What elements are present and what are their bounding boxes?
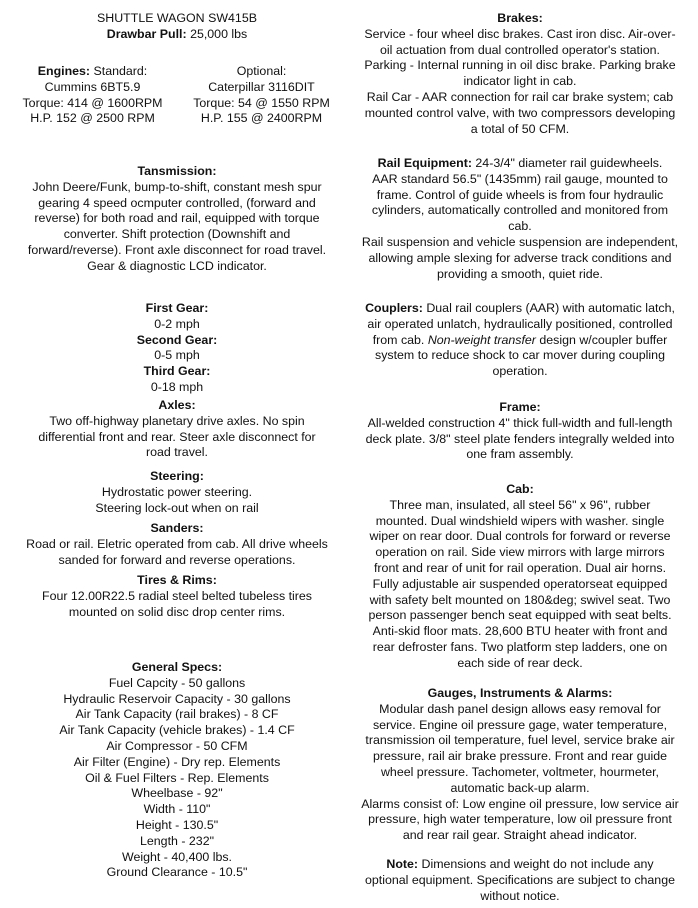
second-gear-label: Second Gear:: [136, 332, 218, 347]
sanders-line: sanded for forward and reverse operations.: [58, 552, 296, 567]
brakes-line: oil actuation from dual controlled operator's station.: [380, 42, 660, 57]
gauges-line: automatic back-up alarm.: [450, 780, 590, 795]
cab-line: front and rear of unit for rail operation. Dual air horns.: [373, 560, 667, 575]
engines-grid: [8, 64, 346, 127]
couplers-line: air operated unlatch, hydraulically positioned, controlled: [367, 316, 673, 331]
general-spec-item: Oil & Fuel Filters - Rep. Elements: [85, 770, 269, 785]
gauges-line: Modular dash panel design allows easy removal for: [379, 701, 661, 716]
transmission-line: reverse) for both road and rail, equipped with torque: [34, 211, 320, 226]
brakes-line: indicator light in cab.: [463, 74, 577, 89]
first-gear-value: 0-2 mph: [154, 316, 200, 331]
transmission-line: John Deere/Funk, bump-to-shift, constant mesh spur: [32, 179, 322, 194]
transmission-line: converter. Shift protection (Downshift and: [63, 227, 291, 242]
rail-equipment-line: cylinders, automatically controlled and monitored from: [371, 203, 669, 218]
general-spec-item: Air Compressor - 50 CFM: [106, 738, 248, 753]
cab-line: operation on rail. Side view mirrors with large mirrors: [375, 545, 665, 560]
drawbar-value: 25,000 lbs: [186, 26, 248, 41]
couplers-line: operation.: [492, 364, 548, 379]
frame-section: [352, 400, 688, 463]
general-spec-item: Weight - 40,400 lbs.: [122, 849, 232, 864]
note-label: Note:: [386, 857, 419, 871]
first-gear-label: First Gear:: [145, 301, 209, 315]
gauges-section: [352, 686, 688, 844]
brakes-section: [352, 11, 688, 137]
couplers-text: Dual rail couplers (AAR) with automatic latch,: [422, 301, 675, 315]
engine-standard: [8, 64, 177, 127]
engine-optional: [177, 64, 346, 127]
engine-standard-hp: H.P. 152 @ 2500 RPM: [30, 111, 155, 126]
tires-heading: Tires & Rims:: [137, 573, 217, 587]
note-text: Dimensions and weight do not include any: [418, 857, 654, 871]
cab-line: with safety belt mounted on 180&deg; swivel seat. Two: [369, 592, 671, 607]
rail-equipment-line: frame. Control of guide wheels is from four hydraulic: [376, 187, 664, 202]
rail-equipment-section: [352, 156, 688, 282]
steering-line: Steering lock-out when on rail: [95, 500, 259, 515]
rail-equipment-first-line: [352, 156, 688, 172]
engine-optional-model: Caterpillar 3116DIT: [208, 79, 315, 94]
frame-line: deck plate. 3/8" steel plate fenders integrally welded into: [365, 431, 675, 446]
engine-optional-torque: Torque: 54 @ 1550 RPM: [193, 95, 330, 110]
note-line: optional equipment. Specifications are subject to change: [365, 872, 675, 887]
rail-equipment-line: Rail suspension and vehicle suspension are independent,: [361, 234, 679, 249]
transmission-heading: Tansmission:: [137, 164, 217, 178]
gauges-heading: Gauges, Instruments & Alarms:: [427, 686, 613, 700]
gauges-line: wheel pressure. Tachometer, voltmeter, hourmeter,: [380, 764, 659, 779]
general-spec-item: Air Filter (Engine) - Dry rep. Elements: [73, 754, 281, 769]
couplers-line: system to reduce shock to car mover during coupling: [375, 348, 665, 363]
couplers-first-line: [352, 301, 688, 317]
engines-section: [8, 64, 346, 127]
gauges-line: service. Engine oil pressure gage, water temperature,: [372, 717, 668, 732]
general-spec-item: Air Tank Capacity (rail brakes) - 8 CF: [75, 707, 279, 722]
note-line: without notice.: [480, 888, 560, 903]
cab-line: Anti-skid floor mats. 28,600 BTU heater with front and: [372, 624, 668, 639]
general-spec-item: Height - 130.5": [135, 817, 219, 832]
brakes-line: Parking - Internal running in oil disc brake. Parking brake: [364, 58, 676, 73]
gauges-line: and rear rail gear. Straight ahead indicator.: [402, 828, 638, 843]
general-spec-item: Width - 110": [143, 802, 211, 817]
rail-equipment-line: cab.: [508, 219, 532, 234]
brakes-line: Service - four wheel disc brakes. Cast iron disc. Air-over-: [364, 26, 676, 41]
engine-standard-label: Standard:: [90, 64, 148, 78]
cab-line: each side of rear deck.: [457, 655, 583, 670]
gauges-line: pressure, rail air brake pressure. Front and rear guide: [372, 749, 668, 764]
drawbar-label: Drawbar Pull:: [106, 26, 187, 41]
cab-heading: Cab:: [506, 482, 534, 496]
steering-section: [8, 469, 346, 516]
transmission-section: [8, 164, 346, 275]
frame-line: All-welded construction 4" thick full-width and full-length: [367, 415, 673, 430]
engine-standard-torque: Torque: 414 @ 1600RPM: [22, 95, 163, 110]
rail-equipment-label: Rail Equipment:: [377, 156, 472, 170]
third-gear-label: Third Gear:: [143, 364, 211, 379]
general-spec-item: Ground Clearance - 10.5": [106, 865, 248, 880]
note-first-line: [352, 857, 688, 873]
second-gear-value: 0-5 mph: [154, 348, 200, 363]
couplers-label: Couplers:: [365, 301, 423, 315]
general-spec-item: Hydraulic Reservoir Capacity - 30 gallons: [63, 691, 291, 706]
cab-line: rear defroster fans. Two platform step ladders, one on: [372, 639, 668, 654]
brakes-line: Rail Car - AAR connection for rail car brake system; cab: [366, 89, 674, 104]
rail-equipment-line: AAR standard 56.5" (1435mm) rail gauge, mounted to: [372, 171, 668, 186]
transmission-line: forward/reverse). Front axle disconnect for road travel.: [27, 242, 327, 257]
transmission-line: Gear & diagnostic LCD indicator.: [87, 258, 267, 273]
spec-title: SHUTTLE WAGON SW415B: [97, 11, 257, 25]
axles-line: road travel.: [146, 445, 208, 460]
couplers-text-b: design w/coupler buffer: [535, 332, 668, 347]
third-gear-value: 0-18 mph: [150, 379, 204, 394]
brakes-heading: Brakes:: [497, 11, 543, 25]
cab-line: mounted. Dual windshield wipers with washer. single: [375, 513, 665, 528]
sanders-heading: Sanders:: [150, 521, 204, 535]
rail-equipment-text: 24-3/4" diameter rail guidewheels.: [471, 156, 663, 170]
couplers-emphasis: Non-weight transfer: [427, 332, 536, 347]
tires-section: [8, 573, 346, 620]
general-spec-item: Length - 232": [140, 833, 214, 848]
axles-heading: Axles:: [158, 398, 196, 412]
brakes-line: a total of 50 CFM.: [470, 121, 570, 136]
gauges-line: transmission oil temperature, fuel level, service brake air: [365, 733, 675, 748]
sanders-line: Road or rail. Eletric operated from cab. All drive wheels: [26, 536, 328, 551]
steering-heading: Steering:: [150, 469, 204, 483]
axles-line: Two off-highway planetary drive axles. No spin: [49, 413, 305, 428]
axles-line: differential front and rear. Steer axle disconnect for: [38, 429, 316, 444]
brakes-line: mounted control valve, with two compressors developing: [364, 105, 676, 120]
frame-heading: Frame:: [499, 400, 541, 414]
cab-line: Fully adjustable air suspended operatorseat equipped: [372, 576, 668, 591]
couplers-text-a: from cab.: [372, 332, 428, 347]
cab-line: wiper on rear door. Dual controls for forward or reverse: [369, 529, 671, 544]
tires-line: Four 12.00R22.5 radial steel belted tubeless tires: [42, 588, 312, 603]
general-spec-item: Fuel Capcity - 50 gallons: [108, 675, 246, 690]
general-specs-section: [8, 660, 346, 881]
cab-line: Three man, insulated, all steel 56" x 96", rubber: [389, 497, 651, 512]
cab-line: person passenger bench seat equipped with seat belts.: [368, 608, 672, 623]
engines-label: Engines:: [37, 64, 91, 78]
engine-standard-model: Cummins 6BT5.9: [44, 79, 141, 94]
couplers-section: [352, 301, 688, 380]
cab-section: [352, 482, 688, 672]
tires-line: mounted on solid disc drop center rims.: [68, 604, 286, 619]
rail-equipment-line: allowing ample slexing for adverse track conditions and: [368, 250, 672, 265]
general-specs-heading: General Specs:: [131, 660, 223, 674]
general-spec-item: Wheelbase - 92": [131, 786, 223, 801]
sanders-section: [8, 521, 346, 568]
title-block: [8, 11, 346, 43]
gauges-line: Alarms consist of: Low engine oil pressure, low service air: [361, 796, 679, 811]
gears-section: [8, 301, 346, 396]
general-spec-item: Air Tank Capacity (vehicle brakes) - 1.4 CF: [59, 723, 295, 738]
steering-line: Hydrostatic power steering.: [101, 484, 253, 499]
axles-section: [8, 398, 346, 461]
engine-optional-hp: H.P. 155 @ 2400RPM: [200, 111, 323, 126]
drawbar-pull: [8, 27, 346, 43]
couplers-line: [352, 333, 688, 349]
engine-optional-label: Optional:: [236, 64, 287, 78]
gauges-line: pressure, high water temperature, low oil pressure front: [368, 812, 672, 827]
frame-line: one fram assembly.: [466, 447, 574, 462]
note-section: [352, 857, 688, 904]
rail-equipment-line: providing a smooth, quiet ride.: [437, 266, 603, 281]
transmission-line: gearing 4 speed ocmputer controlled, (forward and: [38, 195, 316, 210]
